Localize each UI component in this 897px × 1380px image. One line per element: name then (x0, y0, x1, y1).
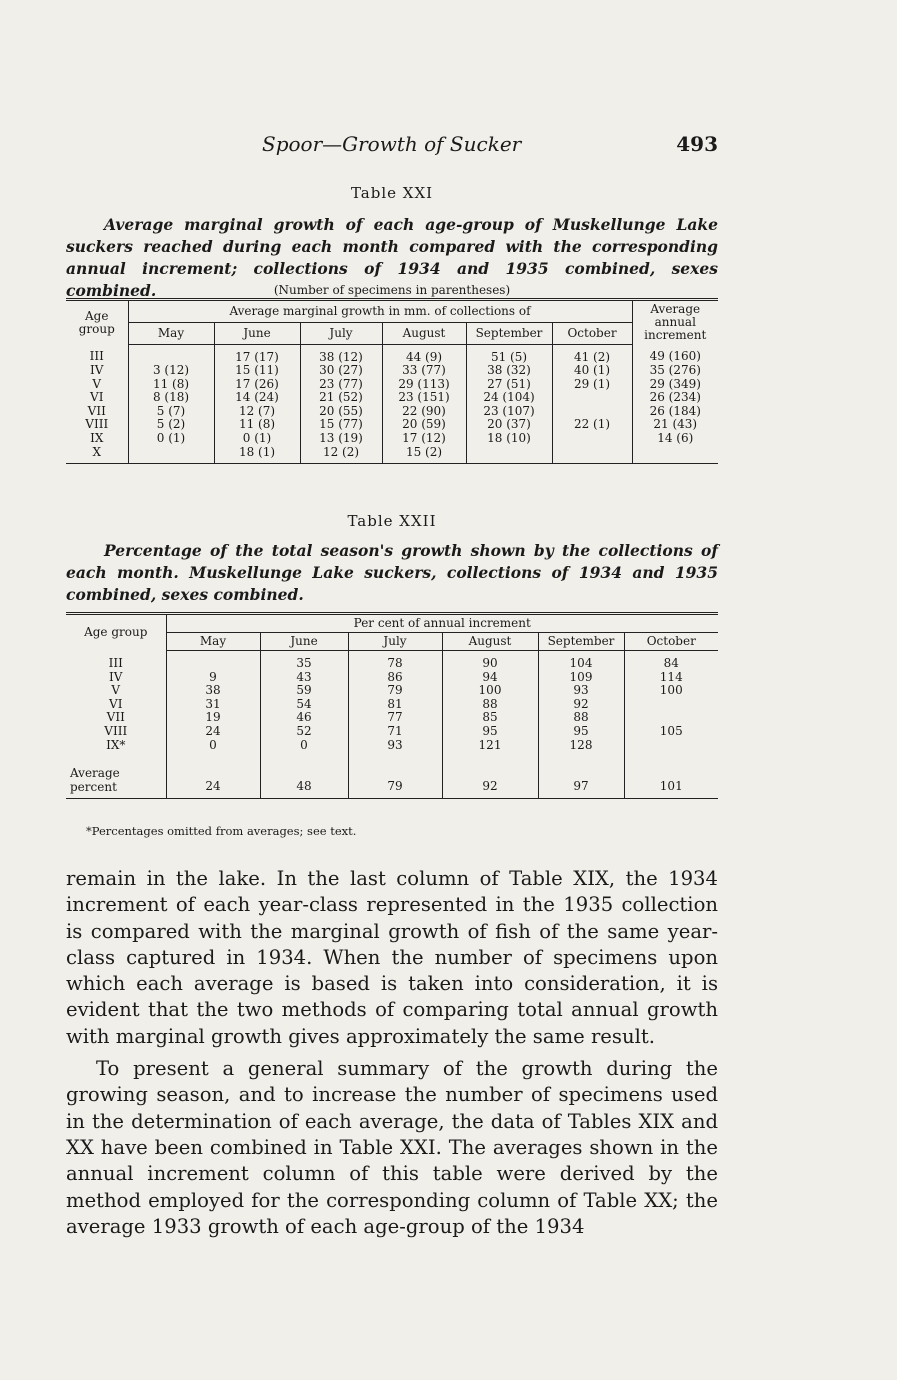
table-row (66, 671, 718, 685)
body-text (66, 866, 718, 1246)
value-cell: 44 (9) (382, 344, 466, 364)
running-header (66, 132, 718, 158)
value-cell: 23 (151) (382, 391, 466, 405)
value-cell: 20 (55) (300, 405, 382, 419)
marginal-growth-header: Average marginal growth in mm. of collections of (128, 300, 632, 323)
table-row (66, 418, 718, 432)
value-cell: 5 (2) (128, 418, 214, 432)
value-cell: 18 (10) (466, 432, 552, 446)
value-cell: 15 (2) (382, 446, 466, 464)
value-cell: 11 (8) (214, 418, 300, 432)
average-cell: 24 (166, 762, 260, 799)
value-cell: 23 (107) (466, 405, 552, 419)
value-cell: 109 (538, 671, 624, 685)
month-header: June (260, 633, 348, 651)
value-cell: 121 (442, 739, 538, 763)
value-cell: 38 (32) (466, 364, 552, 378)
table-22-caption: Table XXII (347, 512, 437, 530)
value-cell: 22 (1) (552, 418, 632, 432)
value-cell: 52 (260, 725, 348, 739)
table-22-description (66, 540, 718, 606)
paragraph: remain in the lake. In the last column of Table XIX, the 1934 increment of each year-class represented in the 1935 collection is compared with the marginal growth of fish of the same year-class captured in 1934. When the number of specimens upon which each average is based is taken into consideration, it is evident that the two methods of comparing total annual growth with marginal growth gives approximately the same result. (66, 867, 718, 1048)
table-22-description-text: Percentage of the total season's growth shown by the collections of each month. Muskellunge Lake suckers, collections of 1934 and 1935 combined, sexes combined. (66, 541, 718, 604)
table-row (66, 405, 718, 419)
value-cell: 46 (260, 711, 348, 725)
age-group-cell: III (89, 349, 104, 364)
value-cell: 84 (624, 651, 718, 671)
age-group-cell: III (108, 655, 123, 670)
page-number: 493 (676, 132, 718, 156)
value-cell: 18 (1) (214, 446, 300, 464)
value-cell: 43 (260, 671, 348, 685)
value-cell: 88 (442, 698, 538, 712)
age-group-cell: V (111, 683, 121, 698)
value-cell: 26 (234) (632, 391, 718, 405)
value-cell: 51 (5) (466, 344, 552, 364)
month-header: October (552, 322, 632, 344)
percent-increment-header: Per cent of annual increment (166, 614, 718, 633)
value-cell: 54 (260, 698, 348, 712)
value-cell: 12 (2) (300, 446, 382, 464)
value-cell: 78 (348, 651, 442, 671)
age-group-cell: VIII (85, 417, 109, 432)
value-cell: 90 (442, 651, 538, 671)
table-row (66, 698, 718, 712)
value-cell: 22 (90) (382, 405, 466, 419)
value-cell: 27 (51) (466, 378, 552, 392)
average-cell: 97 (538, 762, 624, 799)
value-cell: 21 (52) (300, 391, 382, 405)
average-cell: 101 (624, 762, 718, 799)
value-cell: 41 (2) (552, 344, 632, 364)
table-row (66, 391, 718, 405)
value-cell: 11 (8) (128, 378, 214, 392)
value-cell: 0 (260, 739, 348, 763)
table-22-footnote: *Percentages omitted from averages; see text. (86, 824, 357, 838)
value-cell (128, 446, 214, 464)
value-cell: 20 (37) (466, 418, 552, 432)
value-cell (624, 698, 718, 712)
table-row (66, 711, 718, 725)
value-cell: 100 (624, 684, 718, 698)
month-header: September (466, 322, 552, 344)
table-row (66, 378, 718, 392)
table-row (66, 446, 718, 464)
table-row (66, 432, 718, 446)
month-header: May (128, 322, 214, 344)
average-label: Average percent (66, 762, 166, 799)
value-cell (466, 446, 552, 464)
value-cell (624, 739, 718, 763)
month-header: May (166, 633, 260, 651)
paragraph: To present a general summary of the growth during the growing season, and to increase the number of specimens used in the determination of each average, the data of Tables XIX and XX have been combined in Table XXI. The averages shown in the annual increment column of this table were derived by the method employed for the corresponding column of Table XX; the average 1933 growth of each age-group of the 1934 (66, 1057, 718, 1238)
value-cell: 8 (18) (128, 391, 214, 405)
age-group-cell: IV (109, 669, 123, 684)
value-cell: 21 (43) (632, 418, 718, 432)
value-cell: 17 (17) (214, 344, 300, 364)
average-cell: 92 (442, 762, 538, 799)
age-group-cell: VI (90, 390, 104, 405)
month-header: October (624, 633, 718, 651)
month-header: July (348, 633, 442, 651)
value-cell: 24 (104) (466, 391, 552, 405)
table-row (66, 725, 718, 739)
value-cell: 14 (6) (632, 432, 718, 446)
value-cell: 38 (12) (300, 344, 382, 364)
table-row (66, 344, 718, 364)
value-cell: 29 (1) (552, 378, 632, 392)
average-row (66, 762, 718, 799)
age-group-cell: VI (109, 696, 123, 711)
value-cell: 92 (538, 698, 624, 712)
value-cell: 3 (12) (128, 364, 214, 378)
value-cell (552, 446, 632, 464)
table-22 (66, 612, 718, 799)
value-cell: 105 (624, 725, 718, 739)
running-title: Spoor—Growth of Sucker (262, 132, 522, 156)
value-cell: 104 (538, 651, 624, 671)
age-group-header: Age group (66, 300, 128, 345)
average-cell: 48 (260, 762, 348, 799)
value-cell: 93 (348, 739, 442, 763)
age-group-cell: VII (106, 710, 125, 725)
table-row (66, 364, 718, 378)
value-cell: 79 (348, 684, 442, 698)
value-cell: 71 (348, 725, 442, 739)
value-cell (632, 446, 718, 464)
value-cell: 29 (113) (382, 378, 466, 392)
value-cell: 0 (1) (214, 432, 300, 446)
value-cell: 59 (260, 684, 348, 698)
age-group-cell: IX (90, 431, 104, 446)
value-cell: 26 (184) (632, 405, 718, 419)
month-header: September (538, 633, 624, 651)
value-cell: 13 (19) (300, 432, 382, 446)
table-21 (66, 298, 718, 464)
value-cell (128, 344, 214, 364)
table-row (66, 739, 718, 763)
table-row (66, 684, 718, 698)
value-cell (552, 391, 632, 405)
value-cell: 15 (77) (300, 418, 382, 432)
value-cell: 93 (538, 684, 624, 698)
month-header: August (442, 633, 538, 651)
value-cell: 23 (77) (300, 378, 382, 392)
value-cell: 29 (349) (632, 378, 718, 392)
average-cell: 79 (348, 762, 442, 799)
value-cell: 86 (348, 671, 442, 685)
table-21-note: (Number of specimens in parentheses) (273, 283, 511, 297)
value-cell: 77 (348, 711, 442, 725)
value-cell: 40 (1) (552, 364, 632, 378)
value-cell (552, 405, 632, 419)
value-cell: 0 (166, 739, 260, 763)
value-cell: 95 (538, 725, 624, 739)
value-cell: 128 (538, 739, 624, 763)
value-cell: 85 (442, 711, 538, 725)
value-cell: 24 (166, 725, 260, 739)
value-cell (552, 432, 632, 446)
value-cell: 14 (24) (214, 391, 300, 405)
month-header: August (382, 322, 466, 344)
value-cell: 19 (166, 711, 260, 725)
table-row (66, 651, 718, 671)
value-cell: 49 (160) (632, 344, 718, 364)
value-cell: 31 (166, 698, 260, 712)
value-cell: 0 (1) (128, 432, 214, 446)
value-cell: 35 (260, 651, 348, 671)
value-cell: 5 (7) (128, 405, 214, 419)
month-header: July (300, 322, 382, 344)
value-cell: 9 (166, 671, 260, 685)
value-cell: 94 (442, 671, 538, 685)
value-cell: 30 (27) (300, 364, 382, 378)
age-group-cell: VII (87, 403, 106, 418)
table-21-caption: Table XXI (350, 184, 434, 202)
value-cell: 17 (12) (382, 432, 466, 446)
value-cell: 33 (77) (382, 364, 466, 378)
value-cell: 100 (442, 684, 538, 698)
value-cell (624, 711, 718, 725)
value-cell: 35 (276) (632, 364, 718, 378)
value-cell: 15 (11) (214, 364, 300, 378)
age-group-cell: V (92, 376, 102, 391)
value-cell: 88 (538, 711, 624, 725)
age-group-cell: X (66, 446, 128, 464)
month-header: June (214, 322, 300, 344)
value-cell: 20 (59) (382, 418, 466, 432)
value-cell: 12 (7) (214, 405, 300, 419)
age-group-cell: VIII (104, 723, 128, 738)
value-cell: 95 (442, 725, 538, 739)
value-cell (166, 651, 260, 671)
annual-increment-header: Average annual increment (632, 300, 718, 345)
value-cell: 38 (166, 684, 260, 698)
age-group-cell: IX* (106, 737, 126, 752)
age-group-header: Age group (66, 614, 166, 651)
value-cell: 81 (348, 698, 442, 712)
table-21-description-text: Average marginal growth of each age-group of Muskellunge Lake suckers reached during each month compared with the corresponding annual increment; collections of 1934 and 1935 combined, sexes combined. (66, 215, 718, 300)
value-cell: 17 (26) (214, 378, 300, 392)
value-cell: 114 (624, 671, 718, 685)
age-group-cell: IV (90, 363, 104, 378)
